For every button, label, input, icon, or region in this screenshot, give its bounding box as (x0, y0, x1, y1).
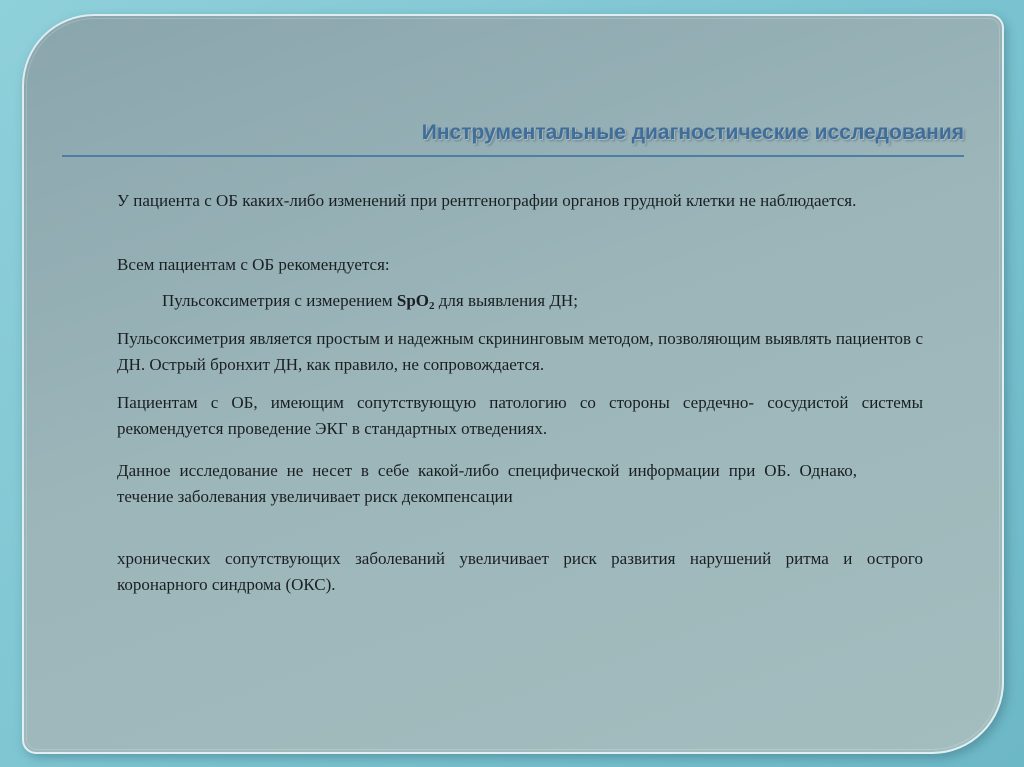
paragraph-no-specific-info: Данное исследование не несет в себе какой-либо специфической информации при ОБ. Однако, течение заболевания увеличивает риск декомпенсации (117, 461, 857, 506)
paragraph-pulse-oximetry-item (117, 288, 923, 314)
paragraph-recommendation-intro: Всем пациентам с ОБ рекомендуется: (117, 255, 390, 274)
pulse-oximetry-suffix: для выявления ДН; (434, 291, 578, 310)
title-underline (62, 155, 964, 157)
slide-title: Инструментальные диагностические исследования (421, 121, 964, 144)
paragraph-screening-method: Пульсоксиметрия является простым и надежным скрининговым методом, позволяющим выявлять пациентов с ДН. Острый бронхит ДН, как правило, не сопровождается. (117, 329, 923, 374)
pulse-oximetry-prefix: Пульсоксиметрия с измерением (162, 291, 397, 310)
paragraph-ecg: Пациентам с ОБ, имеющим сопутствующую патологию со стороны сердечно- сосудистой системы рекомендуется проведение ЭКГ в стандартных отведениях. (117, 393, 923, 438)
spo2-label: SpO (396, 291, 430, 310)
paragraph-xray: У пациента с ОБ каких-либо изменений при рентгенографии органов грудной клетки не наблюдается. (117, 191, 857, 210)
spo2-subscript: 2 (429, 300, 435, 312)
paragraph-chronic-risk: хронических сопутствующих заболеваний увеличивает риск развития нарушений ритма и острого коронарного синдрома (ОКС). (117, 549, 923, 594)
